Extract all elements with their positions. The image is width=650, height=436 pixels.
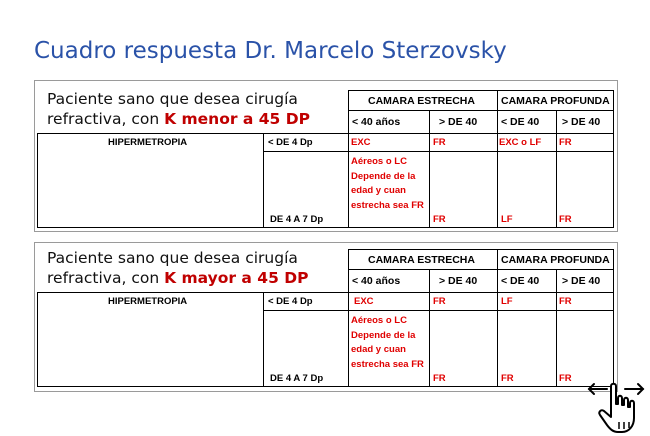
page-title: Cuadro respuesta Dr. Marcelo Sterzovsky [34, 38, 507, 64]
table-panel-2: Paciente sano que desea cirugía refractiva, con K mayor a 45 DP CAMARA ESTRECHA CAMARA PROFUNDA < 40 años > DE 40 < DE 40 > DE 40 HIPERMETROPIA < DE 4 Dp EXC FR LF FR DE 4 A 7 Dp Aéreos o LC Depende de la edad y cuan estrecha sea FR FR FR FR [34, 242, 618, 392]
hipermetropia-label: HIPERMETROPIA [108, 137, 188, 148]
intro-text: Paciente sano que desea cirugía refractiva, con K mayor a 45 DP [47, 249, 309, 287]
intro-text: Paciente sano que desea cirugía refractiva, con K menor a 45 DP [47, 90, 310, 128]
k-value-highlight: K menor a 45 DP [164, 110, 310, 128]
k-value-highlight: K mayor a 45 DP [164, 269, 309, 287]
hipermetropia-label: HIPERMETROPIA [108, 296, 188, 307]
pan-hand-icon[interactable] [585, 378, 647, 436]
table-panel-1: Paciente sano que desea cirugía refractiva, con K menor a 45 DP CAMARA ESTRECHA CAMARA PROFUNDA < 40 años > DE 40 < DE 40 > DE 40 HIPERMETROPIA < DE 4 Dp EXC FR EXC o LF FR DE 4 A 7 Dp Aéreos o LC Depende de la edad y cuan estrecha sea FR FR LF FR [34, 80, 618, 232]
